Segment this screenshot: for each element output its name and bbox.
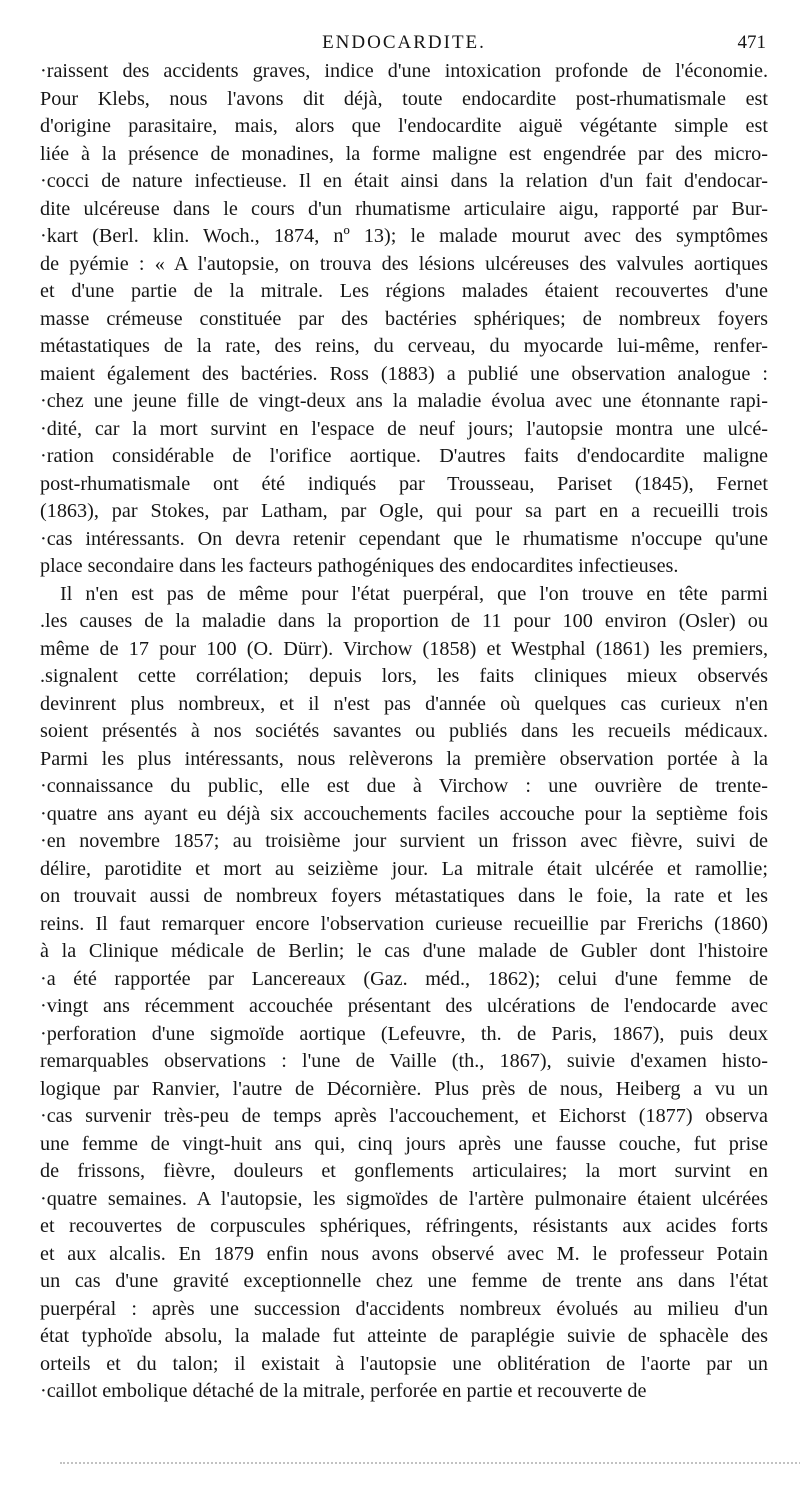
text-line: état typhoïde absolu, la malade fut atteinte de paraplégie suivie de sphacèle des [40,1325,768,1347]
body-text [40,58,768,1406]
text-line: ·connaissance du public, elle est due à Virchow : une ouvrière de trente- [40,775,768,797]
text-line: soient présentés à nos sociétés savantes ou publiés dans les recueils médicaux. [40,720,768,742]
text-line: de frissons, fièvre, douleurs et gonflements articulaires; la mort survint en [40,1160,768,1182]
text-line: ·dité, car la mort survint en l'espace de neuf jours; l'autopsie montra une ulcé- [40,417,768,440]
text-line: métastatiques de la rate, des reins, du cerveau, du myocarde lui-même, renfer- [40,335,768,357]
text-line: dite ulcéreuse dans le cours d'un rhumatisme articulaire aigu, rapporté par Bur- [40,197,768,220]
text-line: ·cocci de nature infectieuse. Il en était ainsi dans la relation d'un fait d'endocar- [40,170,768,192]
page-header [40,28,768,58]
text-line: post-rhumatismale ont été indiqués par Trousseau, Pariset (1845), Fernet [40,472,768,495]
text-line: ·cas intéressants. On devra retenir cependant que le rhumatisme n'occupe qu'une [40,527,768,550]
text-line: d'origine parasitaire, mais, alors que l'endocardite aiguë végétante simple est [40,115,768,137]
text-line: (1863), par Stokes, par Latham, par Ogle, qui pour sa part en a recueilli trois [40,500,768,522]
text-line: ·a été rapportée par Lancereaux (Gaz. méd., 1862); celui d'une femme de [40,967,768,990]
text-line: orteils et du talon; il existait à l'autopsie une oblitération de l'aorte par un [40,1352,768,1375]
text-line: place secondaire dans les facteurs pathogéniques des endocardites infectieuses. [40,555,679,577]
text-line: ·cas survenir très-peu de temps après l'accouchement, et Eichorst (1877) observa [40,1105,768,1127]
text-line: maient également des bactéries. Ross (1883) a publié une observation analogue : [40,362,768,385]
text-line: ·ration considérable de l'orifice aortique. D'autres faits d'endocardite maligne [40,445,768,467]
text-line: ·quatre semaines. A l'autopsie, les sigmoïdes de l'artère pulmonaire étaient ulcérées [40,1187,768,1210]
text-line: de pyémie : « A l'autopsie, on trouva des lésions ulcéreuses des valvules aortiques [40,252,768,275]
text-line: .les causes de la maladie dans la proportion de 11 pour 100 environ (Osler) ou [40,610,768,632]
text-line: ·en novembre 1857; au troisième jour survient un frisson avec fièvre, suivi de [40,830,768,852]
page-number: 471 [737,32,766,53]
text-line: à la Clinique médicale de Berlin; le cas d'une malade de Gubler dont l'histoire [40,940,768,962]
text-line: ·vingt ans récemment accouchée présentant des ulcérations de l'endocarde avec [40,995,768,1017]
text-line: même de 17 pour 100 (O. Dürr). Virchow (1858) et Westphal (1861) les premiers, [40,637,768,660]
text-line: et recouvertes de corpuscules sphériques, réfringents, résistants aux acides forts [40,1215,768,1237]
text-line: ·caillot embolique détaché de la mitrale, perforée en partie et recouverte de [40,1380,647,1402]
text-line: Il n'en est pas de même pour l'état puerpéral, que l'on trouve en tête parmi [60,582,768,605]
text-line: une femme de vingt-huit ans qui, cinq jours après une fausse couche, fut prise [40,1132,768,1155]
text-line: devinrent plus nombreux, et il n'est pas d'année où quelques cas curieux n'en [40,692,768,715]
text-line: et aux alcalis. En 1879 enfin nous avons observé avec M. le professeur Potain [40,1242,768,1265]
text-line: ·chez une jeune fille de vingt-deux ans la maladie évolua avec une étonnante rapi- [40,390,768,412]
text-line: liée à la présence de monadines, la forme maligne est engendrée par des micro- [40,142,768,165]
text-line: et d'une partie de la mitrale. Les régions malades étaient recouvertes d'une [40,280,768,302]
text-line: reins. Il faut remarquer encore l'observation curieuse recueillie par Frerichs (1860) [40,912,768,935]
text-line: masse crémeuse constituée par des bactéries sphériques; de nombreux foyers [40,307,768,330]
text-line: Parmi les plus intéressants, nous relèverons la première observation portée à la [40,747,768,770]
running-title: ENDOCARDITE. [322,32,486,53]
text-line: puerpéral : après une succession d'accidents nombreux évolués au milieu d'un [40,1297,768,1320]
text-line: logique par Ranvier, l'autre de Décornière. Plus près de nous, Heiberg a vu un [40,1077,768,1100]
text-line: on trouvait aussi de nombreux foyers métastatiques dans le foie, la rate et les [40,885,768,907]
book-page [40,0,768,1499]
scan-artifact-line [60,1462,800,1466]
text-line: délire, parotidite et mort au seizième jour. La mitrale était ulcérée et ramollie; [40,857,768,880]
text-line: remarquables observations : l'une de Vaille (th., 1867), suivie d'examen histo- [40,1050,768,1072]
text-line: ·kart (Berl. klin. Woch., 1874, nº 13); le malade mourut avec des symptômes [40,225,768,247]
text-line: Pour Klebs, nous l'avons dit déjà, toute endocardite post-rhumatismale est [40,87,768,110]
text-line: .signalent cette corrélation; depuis lors, les faits cliniques mieux observés [40,665,768,687]
text-line: ·perforation d'une sigmoïde aortique (Lefeuvre, th. de Paris, 1867), puis deux [40,1022,768,1045]
text-line: un cas d'une gravité exceptionnelle chez une femme de trente ans dans l'état [40,1270,768,1292]
text-line: ·raissent des accidents graves, indice d'une intoxication profonde de l'économie. [40,60,768,82]
text-line: ·quatre ans ayant eu déjà six accouchements faciles accouche pour la septième fois [40,802,768,825]
